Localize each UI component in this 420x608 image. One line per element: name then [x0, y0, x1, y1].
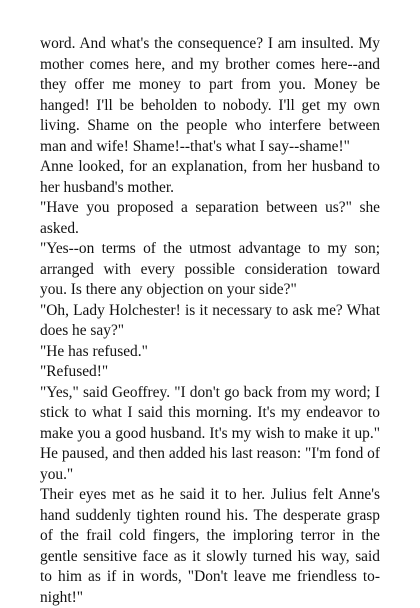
paragraph: "Yes," said Geoffrey. "I don't go back from my word; I stick to what I said this morning. It's my endeavor to make you a good husband. It's my wish to make it up." He paused, and then added his last reason: "I'm fond of you." — [40, 383, 380, 483]
paragraph: "Have you proposed a separation between us?" she asked. — [40, 199, 380, 237]
paragraph: "Yes--on terms of the utmost advantage to my son; arranged with every possible consideration toward you. Is there any objection on your side?" — [40, 240, 380, 298]
paragraph: "Oh, Lady Holchester! is it necessary to ask me? What does he say?" — [40, 301, 380, 339]
paragraph: "He has refused." — [40, 342, 148, 360]
paragraph: "Refused!" — [40, 363, 109, 380]
page-body — [40, 34, 380, 608]
paragraph: word. And what's the consequence? I am insulted. My mother comes here, and my brother comes here--and they offer me money to part from you. Money be hanged! I'll be beholden to nobody. I'll get my own living. Shame on the people who interfere between man and wife! Shame!--that's what I say--shame!" — [40, 35, 380, 155]
paragraph: Anne looked, for an explanation, from her husband to her husband's mother. — [40, 158, 380, 196]
paragraph: Their eyes met as he said it to her. Julius felt Anne's hand suddenly tighten round his. The desperate grasp of the frail cold fingers, the imploring terror in the gentle sensitive face as it slowly turned his way, said to him as if in words, "Don't leave me friendless to-night!" — [40, 486, 380, 606]
